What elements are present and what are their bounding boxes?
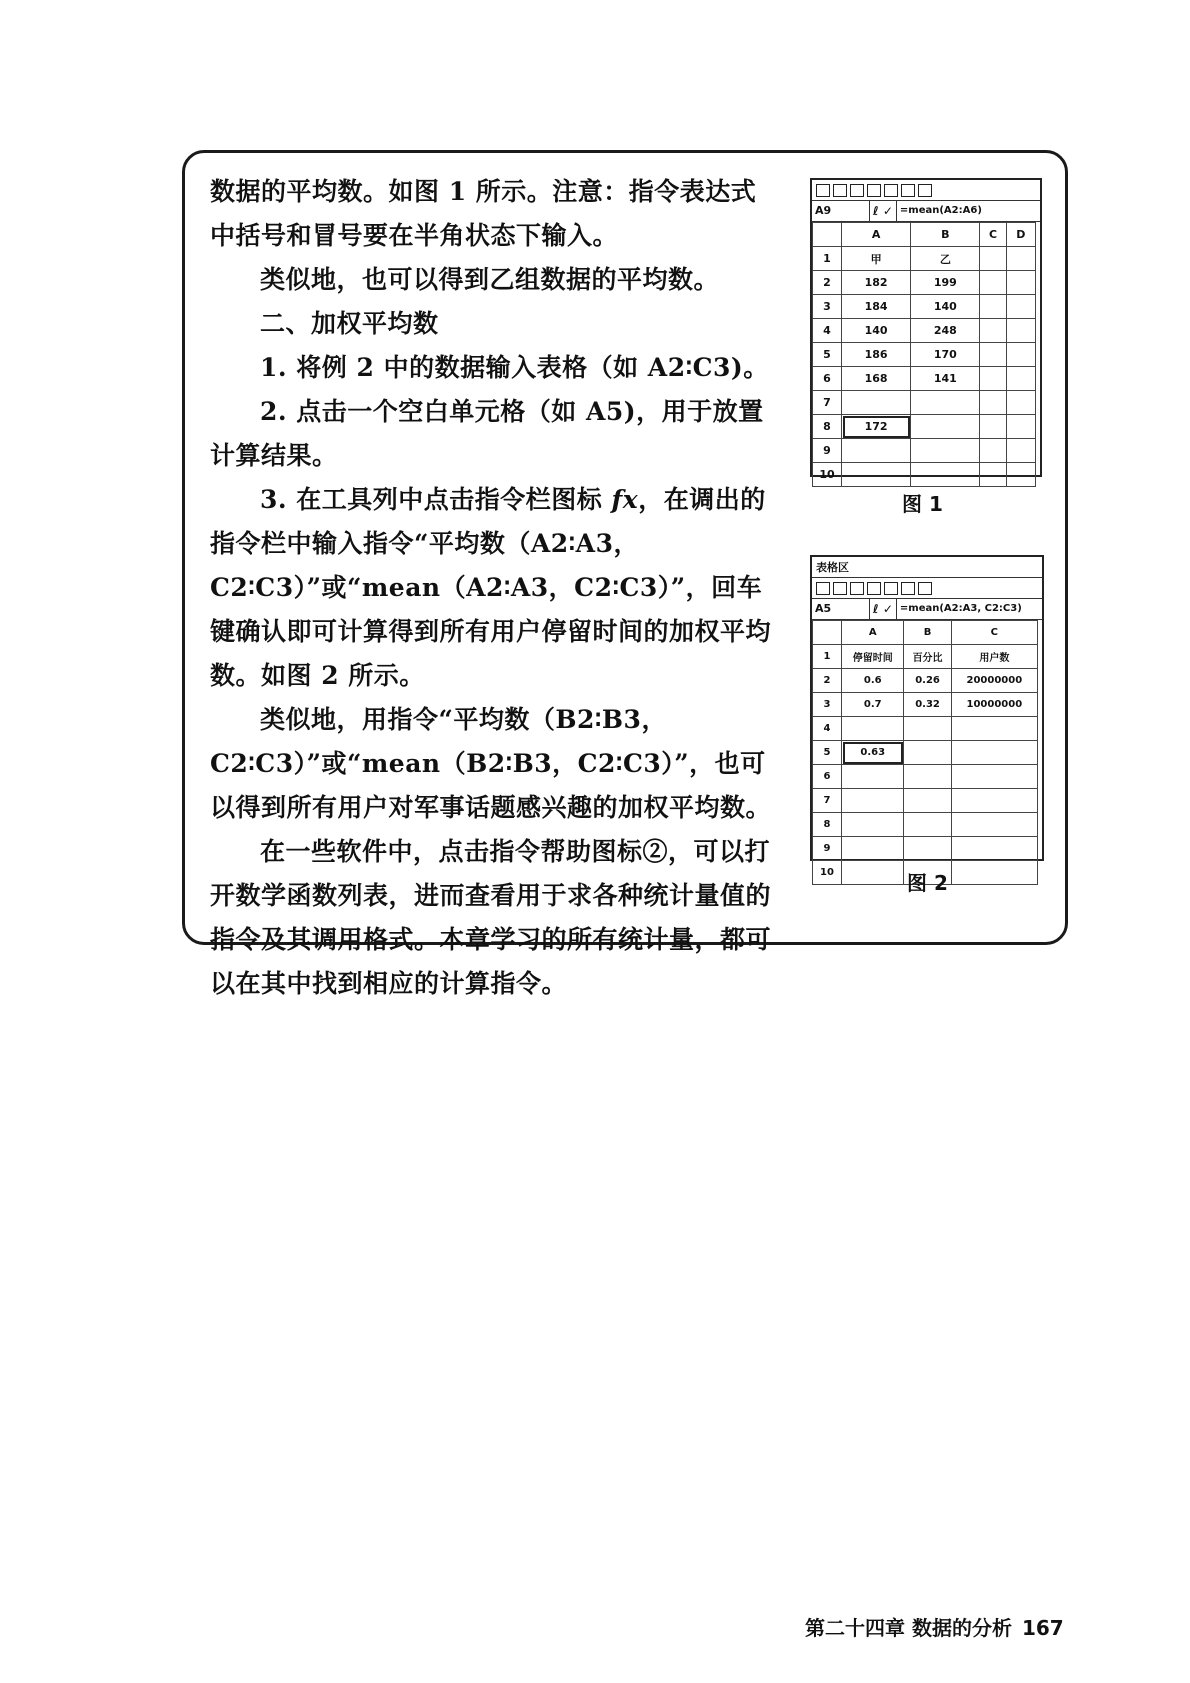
toolbar-icon (833, 184, 847, 197)
figure-1-grid (812, 222, 1036, 487)
row-number: 10 (813, 463, 842, 487)
cell: 10000000 (951, 693, 1037, 717)
toolbar-icon (816, 582, 830, 595)
formula-icons: ℓ ✓ (873, 204, 893, 218)
cell (904, 837, 951, 861)
table-row (813, 789, 1038, 813)
toolbar-icon (850, 184, 864, 197)
cell (951, 861, 1037, 885)
cell: 百分比 (904, 645, 951, 669)
cell (980, 463, 1006, 487)
row-number: 4 (813, 717, 842, 741)
cell: 甲 (842, 247, 911, 271)
table-row (813, 247, 1036, 271)
row-number: 8 (813, 415, 842, 439)
row-number: 1 (813, 645, 842, 669)
cell (904, 765, 951, 789)
cell (1006, 439, 1035, 463)
cell (842, 717, 904, 741)
cell (980, 295, 1006, 319)
cell (842, 861, 904, 885)
table-row (813, 463, 1036, 487)
figure-2-formula-bar (812, 599, 1042, 620)
cell (842, 765, 904, 789)
row-number: 10 (813, 861, 842, 885)
table-row (813, 319, 1036, 343)
cell (911, 415, 980, 439)
toolbar-icon (901, 582, 915, 595)
figure-2-spreadsheet (810, 555, 1044, 878)
toolbar-icon (867, 184, 881, 197)
table-row (813, 669, 1038, 693)
col-header: C (980, 223, 1006, 247)
cell: 0.26 (904, 669, 951, 693)
cell (911, 439, 980, 463)
cell (911, 463, 980, 487)
row-number: 2 (813, 669, 842, 693)
cell: 168 (842, 367, 911, 391)
table-row (813, 271, 1036, 295)
row-number: 9 (813, 837, 842, 861)
step-3-text-b: ，在调出的指令栏中输入指令“平均数（A2∶A3，C2∶C3）”或“mean（A2∶A3，C2∶C3）”，回车键确认即可计算得到所有用户停留时间的加权平均数。如图 2 所示。 (210, 485, 772, 690)
cell: 0.7 (842, 693, 904, 717)
cell (904, 741, 951, 765)
table-row (813, 741, 1038, 765)
step-1: 1. 将例 2 中的数据输入表格（如 A2∶C3)。 (260, 353, 769, 382)
cell (904, 789, 951, 813)
cell (1006, 247, 1035, 271)
table-row (813, 645, 1038, 669)
cell (951, 813, 1037, 837)
formula-icons: ℓ ✓ (873, 602, 893, 616)
cell: 182 (842, 271, 911, 295)
cell (842, 789, 904, 813)
paragraph-2: 类似地，也可以得到乙组数据的平均数。 (260, 265, 720, 294)
header-row (813, 621, 1038, 645)
col-header: C (951, 621, 1037, 645)
toolbar-icon (850, 582, 864, 595)
row-number: 6 (813, 367, 842, 391)
cell (842, 391, 911, 415)
row-number: 7 (813, 789, 842, 813)
cell: 乙 (911, 247, 980, 271)
figure-2-grid (812, 620, 1038, 885)
window-title: 表格区 (816, 561, 849, 574)
table-row (813, 837, 1038, 861)
toolbar-icon (833, 582, 847, 595)
fx-icon: fx (611, 485, 639, 514)
figure-1-formula-bar (812, 201, 1040, 222)
table-row (813, 343, 1036, 367)
cell (842, 439, 911, 463)
row-number: 7 (813, 391, 842, 415)
row-number: 2 (813, 271, 842, 295)
formula-input: =mean(A2:A6) (896, 201, 1040, 221)
cell (1006, 319, 1035, 343)
cell (980, 343, 1006, 367)
cell (904, 717, 951, 741)
table-row (813, 415, 1036, 439)
step-3 (210, 478, 780, 698)
paragraph-help: 在一些软件中，点击指令帮助图标②，可以打开数学函数列表，进而查看用于求各种统计量值的指令及其调用格式。本章学习的所有统计量，都可以在其中找到相应的计算指令。 (210, 837, 772, 998)
selected-cell: 172 (842, 415, 911, 439)
table-row (813, 717, 1038, 741)
figure-2-caption: 图 2 (907, 871, 948, 895)
cell (980, 391, 1006, 415)
page-number: 167 (1021, 1616, 1064, 1640)
figure-1-spreadsheet (810, 178, 1042, 481)
toolbar-icon (884, 184, 898, 197)
corner-cell (813, 223, 842, 247)
cell (980, 247, 1006, 271)
row-number: 3 (813, 295, 842, 319)
paragraph-similar: 类似地，用指令“平均数（B2∶B3，C2∶C3）”或“mean（B2∶B3，C2∶C3）”，也可以得到所有用户对军事话题感兴趣的加权平均数。 (210, 705, 772, 822)
cell (911, 391, 980, 415)
toolbar-icon (918, 582, 932, 595)
cell: 停留时间 (842, 645, 904, 669)
step-2: 2. 点击一个空白单元格（如 A5)，用于放置计算结果。 (210, 397, 764, 470)
col-header: A (842, 223, 911, 247)
cell (1006, 463, 1035, 487)
toolbar-icon (884, 582, 898, 595)
section-heading: 二、加权平均数 (260, 309, 439, 338)
toolbar-icon (816, 184, 830, 197)
table-row (813, 439, 1036, 463)
cell (980, 439, 1006, 463)
cell (842, 463, 911, 487)
cell: 170 (911, 343, 980, 367)
toolbar-icon (918, 184, 932, 197)
cell (1006, 295, 1035, 319)
row-number: 8 (813, 813, 842, 837)
cell (951, 741, 1037, 765)
col-header: B (911, 223, 980, 247)
corner-cell (813, 621, 842, 645)
figure-2-toolbar (812, 578, 1042, 599)
row-number: 5 (813, 741, 842, 765)
cell (951, 789, 1037, 813)
cell (842, 813, 904, 837)
cell: 140 (911, 295, 980, 319)
figure-1-toolbar (812, 180, 1040, 201)
row-number: 9 (813, 439, 842, 463)
chapter-title: 第二十四章 数据的分析 (805, 1616, 1012, 1640)
col-header: B (904, 621, 951, 645)
body-text (210, 170, 780, 1006)
cell (951, 837, 1037, 861)
selected-cell: 0.63 (842, 741, 904, 765)
cell: 0.6 (842, 669, 904, 693)
cell: 184 (842, 295, 911, 319)
row-number: 1 (813, 247, 842, 271)
table-row (813, 367, 1036, 391)
cell: 199 (911, 271, 980, 295)
row-number: 3 (813, 693, 842, 717)
cell (1006, 391, 1035, 415)
page-footer (805, 1612, 1064, 1641)
cell (1006, 415, 1035, 439)
cell (980, 415, 1006, 439)
figure-2-titlebar (812, 557, 1042, 578)
cell (951, 765, 1037, 789)
formula-input: =mean(A2:A3, C2:C3) (896, 599, 1042, 619)
table-row (813, 693, 1038, 717)
cell: 141 (911, 367, 980, 391)
cell: 140 (842, 319, 911, 343)
row-number: 4 (813, 319, 842, 343)
cell (980, 367, 1006, 391)
header-row (813, 223, 1036, 247)
toolbar-icon (901, 184, 915, 197)
table-row (813, 765, 1038, 789)
cell (904, 813, 951, 837)
cell: 用户数 (951, 645, 1037, 669)
table-row (813, 295, 1036, 319)
cell (1006, 367, 1035, 391)
name-box: A5 (812, 599, 870, 619)
cell (980, 271, 1006, 295)
cell (842, 837, 904, 861)
col-header: A (842, 621, 904, 645)
paragraph-1: 数据的平均数。如图 1 所示。注意：指令表达式中括号和冒号要在半角状态下输入。 (210, 177, 757, 250)
step-3-text-a: 3. 在工具列中点击指令栏图标 (260, 485, 612, 514)
toolbar-icon (867, 582, 881, 595)
cell: 20000000 (951, 669, 1037, 693)
cell (1006, 343, 1035, 367)
cell: 248 (911, 319, 980, 343)
cell: 0.32 (904, 693, 951, 717)
row-number: 5 (813, 343, 842, 367)
cell: 186 (842, 343, 911, 367)
cell (1006, 271, 1035, 295)
col-header: D (1006, 223, 1035, 247)
cell (980, 319, 1006, 343)
table-row (813, 813, 1038, 837)
table-row (813, 391, 1036, 415)
name-box: A9 (812, 201, 870, 221)
figure-1-caption: 图 1 (902, 492, 943, 516)
cell (951, 717, 1037, 741)
row-number: 6 (813, 765, 842, 789)
